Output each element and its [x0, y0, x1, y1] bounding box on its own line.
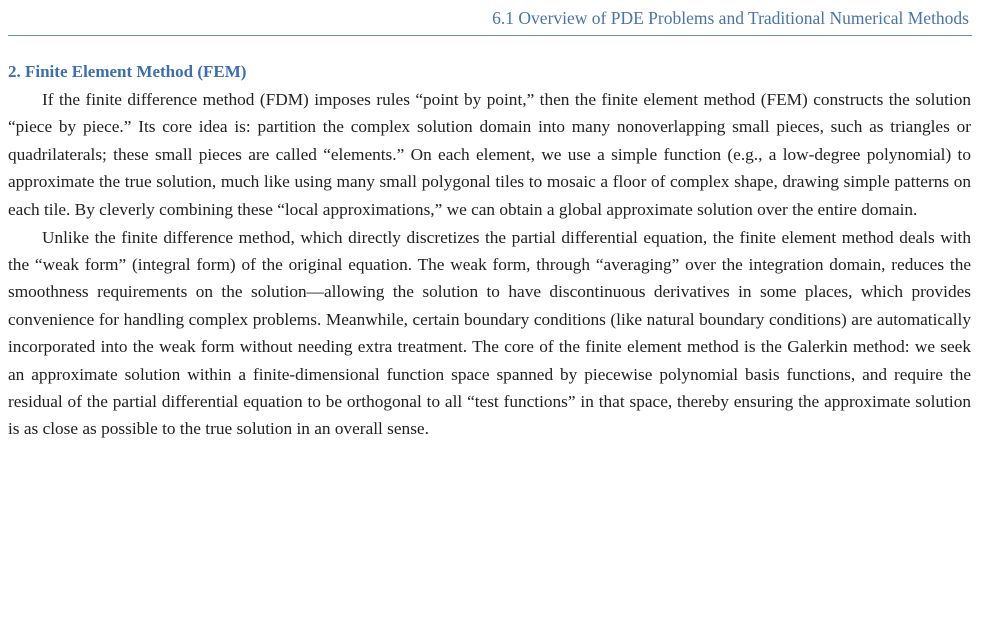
paragraph-weak-form: Unlike the finite difference method, which directly discretizes the partial differential equation, the finite element method deals with the “weak form” (integral form) of the original equation. The weak form, through “averaging” over the integration domain, reduces the smoothness requirements on the solution—allowing the solution to have discontinuous derivatives in some places, which provides convenience for handling complex problems. Meanwhile, certain boundary conditions (like natural boundary conditions) are automatically incorporated into the weak form without needing extra treatment. The core of the finite element method is the Galerkin method: we seek an approximate solution within a finite-dimensional function space spanned by piecewise polynomial basis functions, and require the residual of the partial differential equation to be orthogonal to all “test functions” in that space, thereby ensuring the approximate solution is as close as possible to the true solution in an overall sense.: [8, 227, 971, 439]
paragraph-fem-intro: If the finite difference method (FDM) imposes rules “point by point,” then the finite element method (FEM) constructs the solution “piece by piece.” Its core idea is: partition the complex solution domain into many nonoverlapping small pieces, such as triangles or quadrilaterals; these small pieces are called “elements.” On each element, we use a simple function (e.g., a low-degree polynomial) to approximate the true solution, much like using many small polygonal tiles to mosaic a floor of complex shape, drawing simple patterns on each tile. By cleverly combining these “local approximations,” we can obtain a global approximate solution over the entire domain.: [8, 90, 971, 219]
section-heading: 2. Finite Element Method (FEM): [8, 62, 247, 81]
body-text: [8, 86, 971, 443]
header-rule: [8, 35, 972, 36]
running-header: 6.1 Overview of PDE Problems and Traditional Numerical Methods: [492, 8, 969, 28]
